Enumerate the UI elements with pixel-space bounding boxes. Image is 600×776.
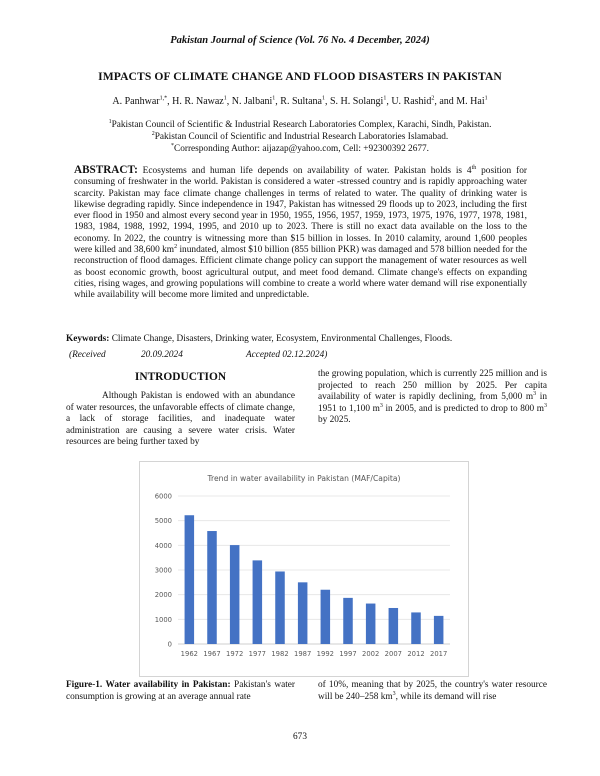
chart-plot xyxy=(140,462,468,676)
affiliation-1: $^1$Pakistan Council of Scientific & Industrial Research Laboratories Complex, Karachi, Sindh, Pakistan. xyxy=(108,118,492,130)
page-number: 673 xyxy=(293,732,307,742)
bar xyxy=(366,604,376,644)
y-tick-label: 2000 xyxy=(154,591,172,600)
x-tick-label: 2002 xyxy=(362,650,380,658)
received-line xyxy=(66,350,536,362)
author-affiliation-mark: 1 xyxy=(223,95,227,102)
abstract: ABSTRACT: Ecosystems and human life depends on availability of water. Pakistan holds is 4th position for consuming of freshwater in the world. Pakistan is considered a water -stressed country and is rapidly approaching water scarcity. Pakistan may face climate change challenges in terms of related to water. The quality of drinking water is likewise degrading rapidly. Since independence in 1947, Pakistan has witnessed 29 floods up to 2023, including the first ever flood in 1950 and almost every second year in 1950, 1955, 1956, 1957, 1959, 1973, 1975, 1976, 1977, 1978, 1981, 1983, 1984, 1988, 1992, 1994, 1995, and 2010 up to 2023. There is still no exact data available on the loss to the economy. In 2022, the country is witnessing more than $15 billion in losses. In 2010 calamity, around 1,600 peoples were killed and 38,600 $km^2$ inundated, almost $10 billion (855 billion PKR) was damaged and 578 billion needed for the reconstruction of flood damages. Efficient climate change policy can support the management of water resources as well as boost economic growth, boost agricultural output, and meet food demand. Climate change's effects on expanding cities, rising wages, and growing populations will combine to create a world where water demand will rise exponentially while availability will become more limited and unpredictable. xyxy=(74,164,528,301)
x-tick-label: 2007 xyxy=(384,650,402,658)
figure-caption: Figure-1. Water availability in Pakistan: Pakistan's water consumption is growing at an average annual rate xyxy=(66,680,295,702)
x-tick-label: 1992 xyxy=(316,650,334,658)
author-affiliation-mark: 1 xyxy=(321,95,325,102)
corresponding-author: *Corresponding Author: aijazap@yahoo.com, Cell: +92300392 2677. xyxy=(171,142,429,154)
keywords: Keywords: Climate Change, Disasters, Drinking water, Ecosystem, Environmental Challenges, Floods. xyxy=(66,334,453,344)
bar xyxy=(230,545,240,644)
received-label: (Received xyxy=(69,350,106,360)
author-affiliation-mark: 1 xyxy=(272,95,276,102)
y-tick-label: 1000 xyxy=(154,615,172,624)
y-tick-label: 3000 xyxy=(154,566,172,575)
x-tick-label: 1967 xyxy=(203,650,221,658)
section-heading-introduction: INTRODUCTION xyxy=(134,371,227,383)
author-affiliation-mark: 2 xyxy=(431,95,435,102)
author-name: R. Sultana xyxy=(280,96,322,107)
bar xyxy=(389,608,399,644)
bar xyxy=(298,582,308,644)
bar xyxy=(207,531,217,644)
y-tick-label: 6000 xyxy=(154,492,172,501)
author-affiliation-mark: 1 xyxy=(484,95,488,102)
author-name: N. Jalbani xyxy=(231,96,273,107)
intro-paragraph-1: Although Pakistan is endowed with an abundance of water resources, the unfavorable effects of climate change, a lack of storage facilities, and inadequate water administration are causing a severe water crisis. Water resources are being further taxed by xyxy=(66,391,295,448)
figure-label: Figure-1. Water availability in Pakistan: xyxy=(66,680,231,690)
intro-paragraph-2: the growing population, which is currently 225 million and is projected to reach 250 million by 2025. Per capita availability of water is rapidly declining, from 5,000 $m^3$ in 1951 to 1,100 $m^3$ in 2005, and is predicted to drop to 800 $m^3$ by 2025. xyxy=(318,369,547,426)
bar xyxy=(434,616,444,644)
author-name: H. R. Nawaz xyxy=(172,96,224,107)
x-tick-label: 1997 xyxy=(339,650,357,658)
water-availability-chart xyxy=(139,461,469,677)
author-name: U. Rashid xyxy=(391,96,432,107)
x-tick-label: 1982 xyxy=(271,650,289,658)
journal-header: Pakistan Journal of Science (Vol. 76 No. 4 December, 2024) xyxy=(170,35,430,46)
author-name: A. Panhwar xyxy=(112,96,160,107)
received-date: 20.09.2024 xyxy=(141,350,183,360)
x-tick-label: 1987 xyxy=(294,650,312,658)
author-affiliation-mark: 1 xyxy=(383,95,387,102)
affiliation-2: $^2$Pakistan Council of Scientific and Industrial Research Laboratories Islamabad. xyxy=(151,130,449,142)
abstract-label: ABSTRACT: xyxy=(74,164,138,176)
bar xyxy=(275,571,285,644)
bar xyxy=(253,560,263,644)
author-list: A. Panhwar$^{1,*}$, H. R. Nawaz$^1$, N. Jalbani$^1$, R. Sultana$^1$, S. H. Solangi$^1$, U. Rashid$^2$, and M. Hai$^1$ xyxy=(112,95,488,107)
bar xyxy=(343,598,353,644)
accepted-date: Accepted 02.12.2024) xyxy=(246,350,328,360)
x-tick-label: 1972 xyxy=(226,650,244,658)
x-tick-label: 1977 xyxy=(248,650,266,658)
x-tick-label: 2012 xyxy=(407,650,425,658)
bar xyxy=(185,515,195,644)
y-tick-label: 0 xyxy=(167,640,172,649)
article-title: IMPACTS OF CLIMATE CHANGE AND FLOOD DISASTERS IN PAKISTAN xyxy=(98,70,502,83)
body-paragraph-3: of 10%, meaning that by 2025, the country's water resource will be 240–258 $km^3$, while its demand will rise xyxy=(318,680,547,702)
x-tick-label: 2017 xyxy=(430,650,448,658)
bar xyxy=(321,590,331,644)
author-name: S. H. Solangi xyxy=(329,96,384,107)
keywords-label: Keywords: xyxy=(66,334,110,344)
x-tick-label: 1962 xyxy=(180,650,198,658)
author-affiliation-mark: 1,* xyxy=(159,95,168,102)
author-name: M. Hai xyxy=(456,96,485,107)
y-tick-label: 5000 xyxy=(154,517,172,526)
chart-title: Trend in water availability in Pakistan (MAF/Capita) xyxy=(207,474,401,483)
bar xyxy=(411,612,421,644)
y-tick-label: 4000 xyxy=(154,541,172,550)
